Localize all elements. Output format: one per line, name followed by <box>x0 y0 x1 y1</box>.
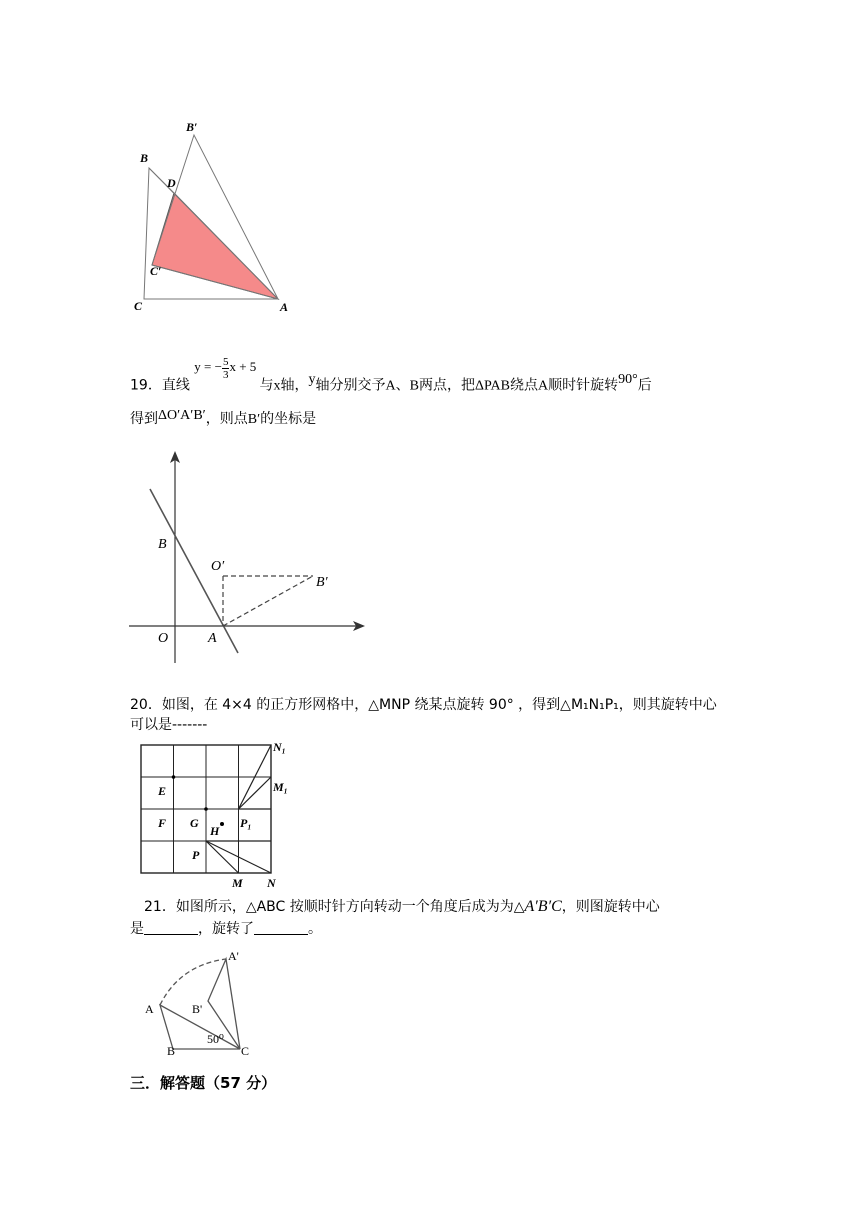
figure-grid <box>130 735 295 893</box>
label-c-prime: C′ <box>150 264 162 278</box>
label-o-prime: O′ <box>211 559 225 574</box>
label-a: A <box>145 1002 154 1016</box>
label-c: C <box>241 1044 250 1058</box>
label-b: B <box>167 1044 176 1058</box>
question-21-line-2: 是 ，旋转了 。 <box>130 921 322 937</box>
point-g <box>204 807 208 811</box>
label-n: N <box>267 876 276 890</box>
label-o: O <box>158 631 169 646</box>
label-a: A <box>208 631 217 646</box>
label-b: B <box>140 151 149 165</box>
label-m: M <box>232 876 243 890</box>
answer-blank-center[interactable] <box>144 920 198 935</box>
point-top <box>172 775 176 779</box>
q19-fraction: $\frac{5}{3}$ <box>222 356 229 381</box>
answer-blank-angle[interactable] <box>254 920 308 935</box>
section-3-heading: 三．解答题（57 分） <box>130 1074 277 1092</box>
question-19-line-2: 得到ΔO′A′B′，则点B′的坐标是 <box>130 408 317 427</box>
point-h <box>220 822 224 826</box>
line-ab <box>150 489 238 653</box>
label-a-prime: A' <box>228 949 239 963</box>
q19-text-1: 与 <box>259 377 274 394</box>
label-angle: 50⁰ <box>207 1032 224 1046</box>
question-21-line-1: 21．如图所示，△ABC 按顺时针方向转动一个角度后成为为△A′B′C，则图旋转中心 <box>144 898 660 915</box>
dashed-a-b-prime <box>223 576 313 626</box>
label-b-prime: B′ <box>186 120 198 134</box>
label-n1: N₁ <box>273 740 286 754</box>
label-c: C <box>134 299 143 313</box>
label-a: A <box>280 300 289 314</box>
question-19-line-1: 19．直线 y = − $\frac{5}{3}$ x + 5 与x轴，y轴分别交予A、B两点，把ΔPAB绕点A顺时针旋转90°后 <box>130 356 652 394</box>
shaded-triangle <box>152 193 278 299</box>
q19-number: 19．直线 <box>130 377 190 394</box>
figure-rotated-triangle <box>130 115 300 320</box>
question-20-line-1: 20．如图，在 4×4 的正方形网格中，△MNP 绕某点旋转 90° ，得到△M₁N₁P₁，则其旋转中心 <box>130 697 717 713</box>
label-p1: P₁ <box>240 816 252 830</box>
label-h: H <box>210 824 220 838</box>
q19-equation: y = − $\frac{5}{3}$ x + 5 <box>194 356 257 381</box>
label-f: F <box>158 816 167 830</box>
label-b-prime: B′ <box>316 575 328 590</box>
label-b-prime: B' <box>192 1002 203 1016</box>
label-g: G <box>190 816 199 830</box>
question-20-line-2: 可以是------- <box>130 717 208 733</box>
figure-rotation-arc <box>140 943 265 1063</box>
label-m1: M₁ <box>273 780 288 794</box>
figure-coordinate-axes <box>125 445 375 670</box>
label-p: P <box>192 848 200 862</box>
label-d: D <box>167 176 176 190</box>
label-b: B <box>158 537 167 552</box>
label-e: E <box>158 784 167 798</box>
